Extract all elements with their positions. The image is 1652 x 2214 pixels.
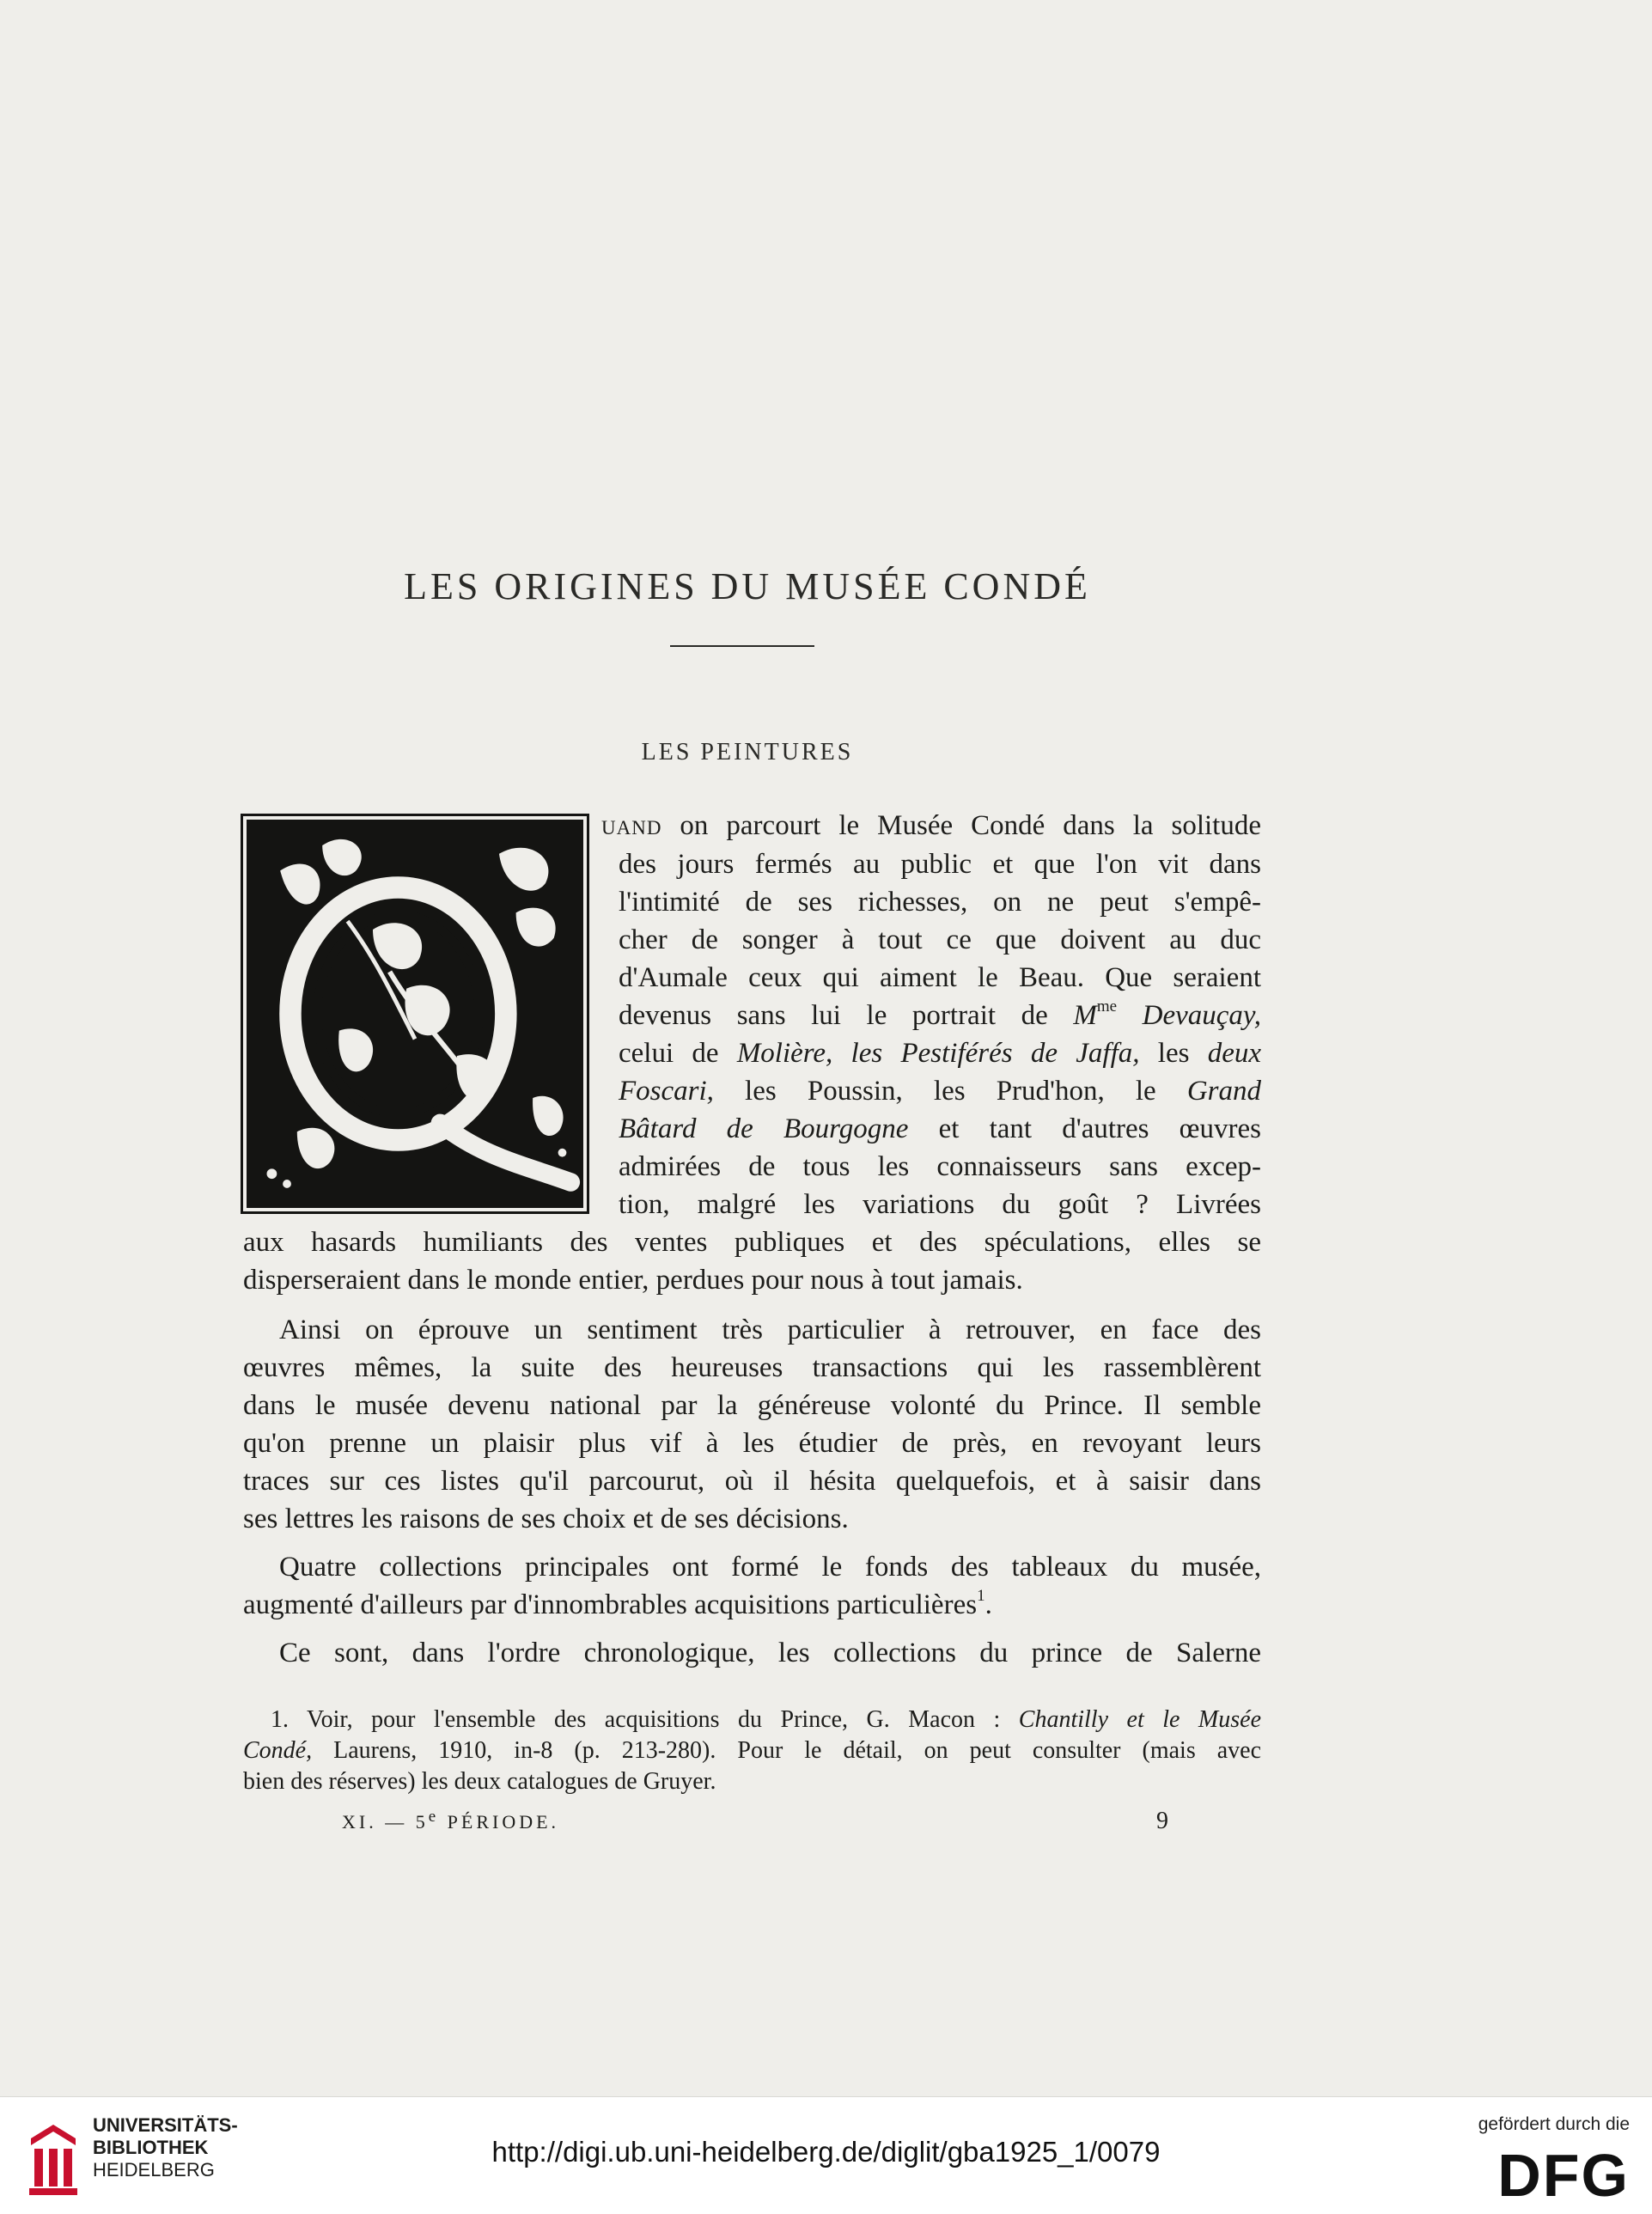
text-line: admirées de tous les connaisseurs sans excep-	[619, 1151, 1261, 1182]
decorated-initial-q	[243, 816, 587, 1211]
text-line: des jours fermés au public et que l'on vit dans	[619, 849, 1261, 880]
footnote-line: 1. Voir, pour l'ensemble des acquisitions du Prince, G. Macon : Chantilly et le Musée	[271, 1706, 1261, 1733]
text-line: augmenté d'ailleurs par d'innombrables acquisitions particulières$^1$.	[243, 1587, 992, 1620]
text-line: d'Aumale ceux qui aiment le Beau. Que seraient	[619, 962, 1261, 993]
text-line: disperseraient dans le monde entier, perdues pour nous à tout jamais.	[243, 1265, 1023, 1296]
text-line: œuvres mêmes, la suite des heureuses transactions qui les rassemblèrent	[243, 1352, 1261, 1383]
footnote-line: bien des réserves) les deux catalogues de Gruyer.	[243, 1768, 716, 1795]
text-line: dans le musée devenu national par la généreuse volonté du Prince. Il semble	[243, 1390, 1261, 1421]
text-line: Ce sont, dans l'ordre chronologique, les collections du prince de Salerne	[279, 1638, 1261, 1668]
text-line: devenus sans lui le portrait de $M^{me}$ Devauçay,	[619, 997, 1261, 1031]
text-line: traces sur ces listes qu'il parcourut, où il hésita quelquefois, et à saisir dans	[243, 1466, 1261, 1497]
footnote-ref: 1	[977, 1587, 985, 1605]
text-line: ses lettres les raisons de ses choix et de ses décisions.	[243, 1503, 849, 1534]
signature-mark: XI. — 5e PÉRIODE.	[342, 1808, 560, 1833]
text-line: uand on parcourt le Musée Condé dans la solitude	[601, 810, 1261, 841]
text-line: Ainsi on éprouve un sentiment très particulier à retrouver, en face des	[279, 1314, 1261, 1345]
footnote-line: Condé, Laurens, 1910, in-8 (p. 213-280). Pour le détail, on peut consulter (mais avec	[243, 1737, 1261, 1764]
page-number: 9	[1156, 1808, 1168, 1834]
text-line: Foscari, les Poussin, les Prud'hon, le Grand	[619, 1076, 1261, 1107]
text-line: celui de Molière, les Pestiférés de Jaffa, les deux	[619, 1038, 1261, 1069]
text-line: aux hasards humiliants des ventes publiques et des spéculations, elles se	[243, 1227, 1261, 1258]
text-line: Quatre collections principales ont formé le fonds des tableaux du musée,	[279, 1552, 1261, 1583]
digitization-banner	[0, 2096, 1652, 2214]
library-name: UNIVERSITÄTS- BIBLIOTHEK HEIDELBERG	[93, 2114, 238, 2180]
text-line: cher de songer à tout ce que doivent au duc	[619, 924, 1261, 955]
text-line: Bâtard de Bourgogne et tant d'autres œuvres	[619, 1113, 1261, 1144]
title-rule	[670, 645, 814, 647]
source-url-link[interactable]: http://digi.ub.uni-heidelberg.de/diglit/gba1925_1/0079	[491, 2136, 1161, 2168]
dfg-logo: DFG	[1497, 2142, 1630, 2209]
text-line: tion, malgré les variations du goût ? Livrées	[619, 1189, 1261, 1220]
funding-label: gefördert durch die	[1478, 2114, 1630, 2134]
text-line: qu'on prenne un plaisir plus vif à les étudier de près, en revoyant leurs	[243, 1428, 1261, 1459]
text-line: l'intimité de ses richesses, on ne peut s'empê-	[619, 887, 1261, 918]
article-title: LES ORIGINES DU MUSÉE CONDÉ	[404, 565, 1091, 608]
article-subtitle: LES PEINTURES	[641, 739, 854, 765]
ornament-initial-image	[247, 820, 583, 1208]
